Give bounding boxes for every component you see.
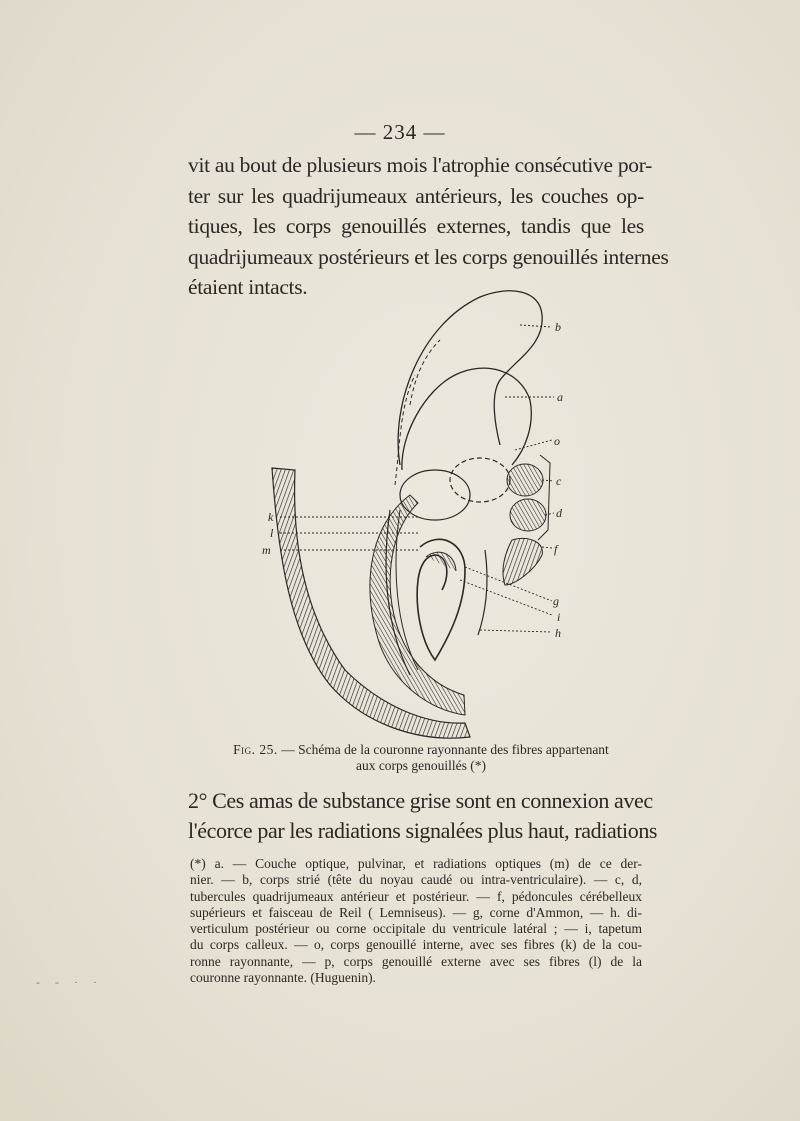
figure-25 [250, 285, 590, 745]
corpus-striatum [398, 291, 542, 465]
figure-number: Fig. 25. [233, 742, 278, 757]
page-number: — 234 — [354, 120, 446, 144]
footnote-line: couronne rayonnante. (Huguenin). [190, 970, 376, 986]
brain-schema-illustration [250, 285, 590, 745]
paragraph-atrophy [188, 150, 669, 303]
label-i: i [557, 610, 561, 624]
label-m: m [262, 543, 271, 557]
text-line: 2° Ces amas de substance grise sont en connexion avec [188, 788, 653, 813]
footnote-line: tubercules quadrijumeaux antérieur et postérieur. — f, pédoncules cérébelleux [190, 888, 642, 904]
figure-caption [200, 742, 642, 774]
label-o: o [554, 434, 560, 448]
label-h: h [555, 626, 561, 640]
optic-thalamus [402, 368, 531, 470]
paragraph-connexion [188, 786, 658, 846]
text-line: étaient intacts. [188, 275, 308, 299]
footnote-line: verticulum postérieur ou corne occipitale du ventricule latéral ; — i, tapetum [190, 921, 642, 937]
label-a: a [557, 390, 563, 404]
label-k: k [268, 510, 274, 524]
text-line: ter sur les quadrijumeaux antérieurs, les couches op- [188, 183, 644, 208]
footnote-line: ronne rayonnante, — p, corps genouillé externe avec ses fibres (l) de la [190, 953, 642, 969]
footnote [190, 856, 642, 986]
label-f: f [554, 542, 558, 556]
caption-text: — Schéma de la couronne rayonnante des fibres appartenant [281, 742, 609, 757]
tubercle-d [510, 499, 546, 531]
label-d: d [556, 506, 562, 520]
tubercle-c [507, 464, 543, 496]
label-b: b [555, 320, 561, 334]
peduncle-f [503, 538, 542, 585]
text-line: quadrijumeaux postérieurs et les corps genouillés internes [188, 244, 669, 269]
text-line: tiques, les corps genouillés externes, tandis que les [188, 214, 644, 238]
label-l: l [270, 526, 274, 540]
label-g: g [553, 594, 559, 608]
label-c: c [556, 474, 562, 488]
margin-marks: - - · · [36, 975, 103, 989]
footnote-line: (*) a. — Couche optique, pulvinar, et radiations optiques (m) de ce der- [190, 856, 642, 871]
text-line: l'écorce par les radiations signalées plus haut, radiations [188, 818, 658, 843]
footnote-line: nier. — b, corps strié (tête du noyau caudé ou intra-ventriculaire). — c, d, [190, 872, 642, 888]
text-line: vit au bout de plusieurs mois l'atrophie consécutive por- [188, 153, 653, 177]
caption-text: aux corps genouillés (*) [355, 758, 487, 773]
footnote-line: supérieurs et faisceau de Reil ( Lemniseus). — g, corne d'Ammon, — h. di- [190, 904, 642, 920]
footnote-line: du corps calleux. — o, corps genouillé interne, avec ses fibres (k) de la cou- [190, 937, 642, 953]
